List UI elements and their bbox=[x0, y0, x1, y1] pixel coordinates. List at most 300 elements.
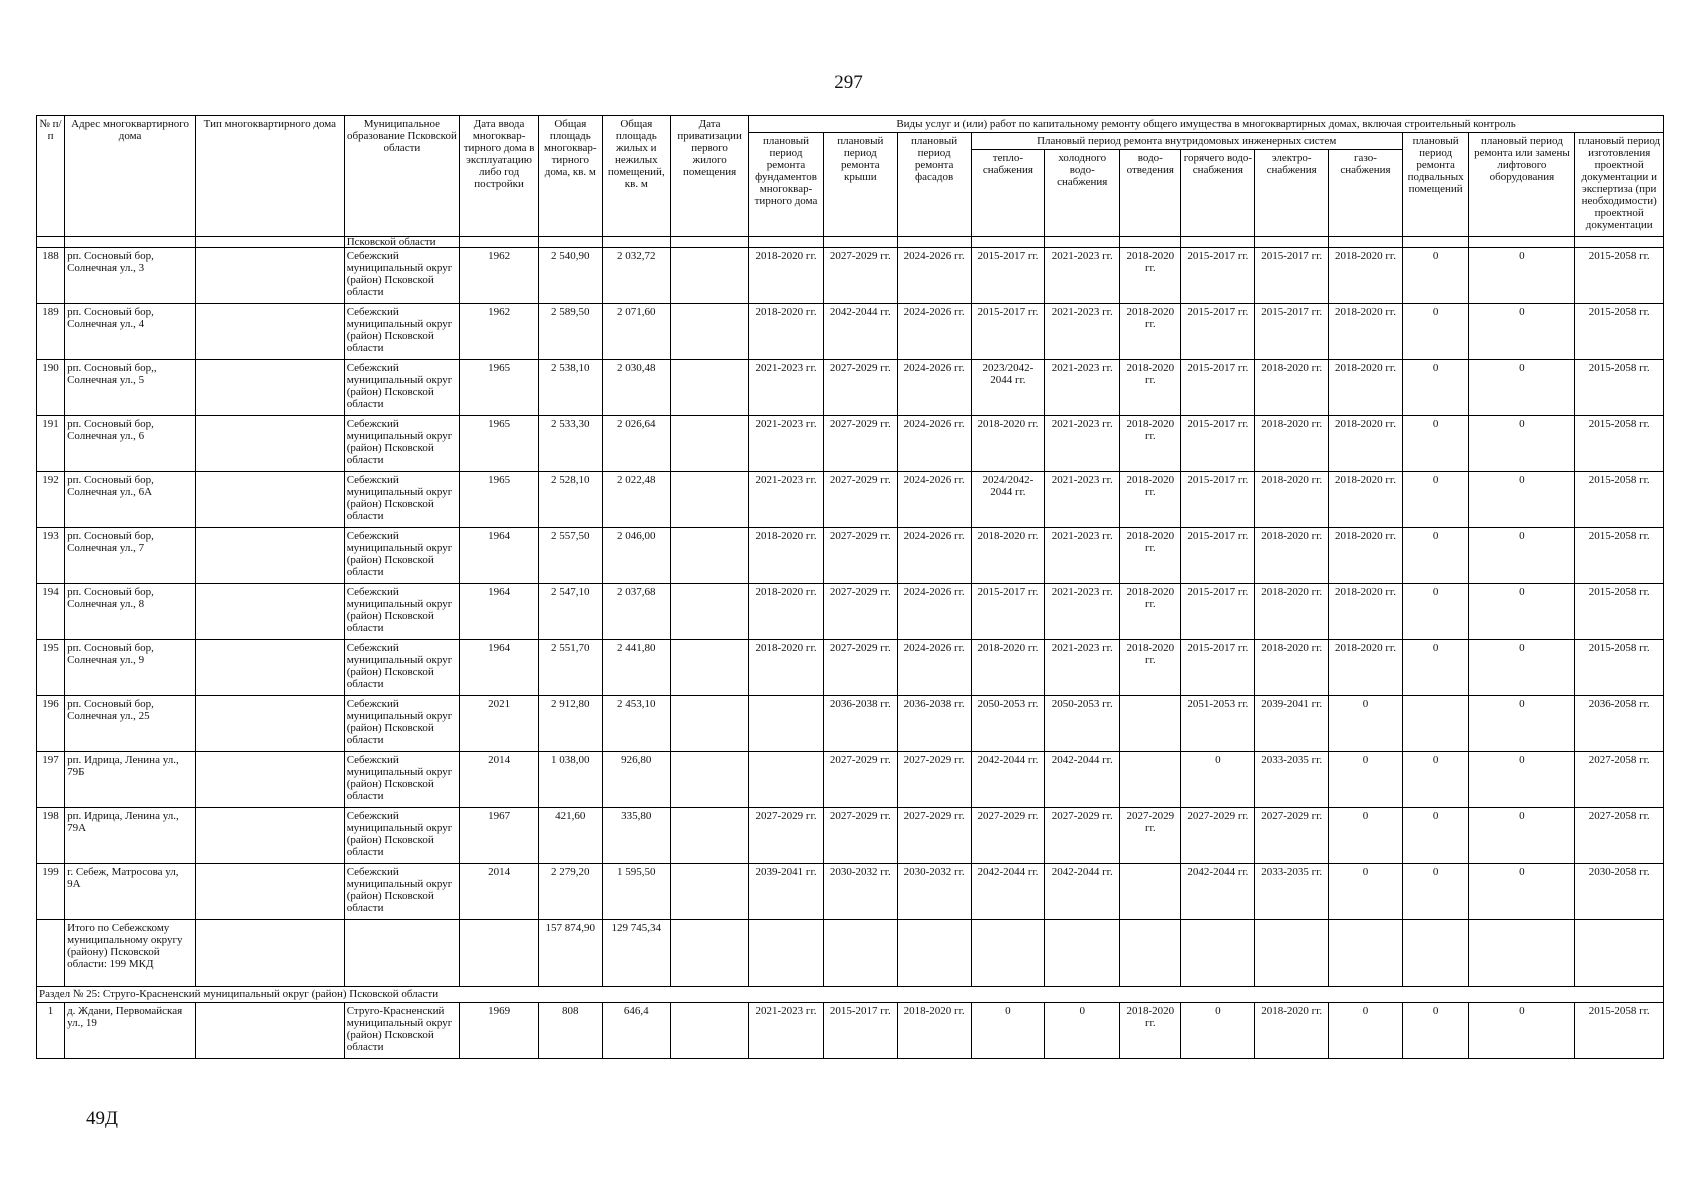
cell-total-area: 2 912,80 bbox=[539, 696, 602, 752]
cell-type bbox=[196, 472, 345, 528]
cell-sewer: 2018-2020 гг. bbox=[1120, 1003, 1181, 1059]
cell-cold-water: 2042-2044 гг. bbox=[1045, 864, 1120, 920]
cell-cold-water: 2027-2029 гг. bbox=[1045, 808, 1120, 864]
cell-municipality: Себежский муниципальный округ (район) Псковской области bbox=[344, 304, 459, 360]
table-row bbox=[37, 248, 1664, 304]
cell-electric: 2018-2020 гг. bbox=[1255, 584, 1329, 640]
cell-privatization bbox=[671, 528, 749, 584]
header-foundation: плановый период ремонта фундаментов многоквар-тирного дома bbox=[749, 133, 824, 237]
cell-heat: 2018-2020 гг. bbox=[971, 528, 1045, 584]
cell-living-area: 2 026,64 bbox=[602, 416, 671, 472]
living-area-sum: 129 745,34 bbox=[602, 920, 671, 987]
cell-number: 190 bbox=[37, 360, 65, 416]
cell-number: 193 bbox=[37, 528, 65, 584]
cell-basement: 0 bbox=[1402, 472, 1469, 528]
cell-elevator: 0 bbox=[1469, 304, 1575, 360]
cell-facade: 2024-2026 гг. bbox=[897, 584, 971, 640]
cell-sewer bbox=[1120, 864, 1181, 920]
header-facade: плановый период ремонта фасадов bbox=[897, 133, 971, 237]
cell-privatization bbox=[671, 416, 749, 472]
cell-facade: 2024-2026 гг. bbox=[897, 360, 971, 416]
empty-cell bbox=[1181, 920, 1255, 987]
cell-foundation bbox=[749, 752, 824, 808]
empty-cell bbox=[897, 920, 971, 987]
cell-basement: 0 bbox=[1402, 640, 1469, 696]
cell-municipality: Себежский муниципальный округ (район) Псковской области bbox=[344, 808, 459, 864]
cell-electric: 2033-2035 гг. bbox=[1255, 752, 1329, 808]
cell-number: 198 bbox=[37, 808, 65, 864]
cell-year: 1964 bbox=[460, 528, 539, 584]
header-design: плановый период изготовления проектной документации и экспертиза (при необходимости) проектной документации bbox=[1575, 133, 1664, 237]
empty-cell bbox=[971, 920, 1045, 987]
total-label: Итого по Себежскому муниципальному округу (району) Псковской области: 199 МКД bbox=[65, 920, 196, 987]
header-works-group: Виды услуг и (или) работ по капитальному ремонту общего имущества в многоквартирных домах, включая строительный контроль bbox=[749, 116, 1664, 133]
cell-address: рп. Сосновый бор, Солнечная ул., 6А bbox=[65, 472, 196, 528]
cell-year: 2021 bbox=[460, 696, 539, 752]
header-type: Тип многоквартирного дома bbox=[196, 116, 345, 237]
cell-living-area: 926,80 bbox=[602, 752, 671, 808]
header-date-input: Дата ввода многоквар-тирного дома в эксплуатацию либо год постройки bbox=[460, 116, 539, 237]
cell-type bbox=[196, 1003, 345, 1059]
header-municipality: Муниципальное образование Псковской области bbox=[344, 116, 459, 237]
cell-cold-water: 2050-2053 гг. bbox=[1045, 696, 1120, 752]
cell-gas: 2018-2020 гг. bbox=[1329, 248, 1403, 304]
cell-type bbox=[196, 248, 345, 304]
cell-cold-water: 2021-2023 гг. bbox=[1045, 472, 1120, 528]
cell-facade: 2024-2026 гг. bbox=[897, 248, 971, 304]
cell-municipality: Себежский муниципальный округ (район) Псковской области bbox=[344, 360, 459, 416]
continuation-row bbox=[37, 237, 1664, 248]
cell-total-area: 2 551,70 bbox=[539, 640, 602, 696]
cell-design: 2027-2058 гг. bbox=[1575, 808, 1664, 864]
cell-address: рп. Сосновый бор, Солнечная ул., 8 bbox=[65, 584, 196, 640]
cell-elevator: 0 bbox=[1469, 1003, 1575, 1059]
cell-sewer: 2018-2020 гг. bbox=[1120, 304, 1181, 360]
cell-basement: 0 bbox=[1402, 584, 1469, 640]
cell-cold-water: 2021-2023 гг. bbox=[1045, 416, 1120, 472]
cell-living-area: 2 022,48 bbox=[602, 472, 671, 528]
cell-hot-water: 2015-2017 гг. bbox=[1181, 248, 1255, 304]
cell-living-area: 646,4 bbox=[602, 1003, 671, 1059]
cell-gas: 0 bbox=[1329, 864, 1403, 920]
cell-electric: 2033-2035 гг. bbox=[1255, 864, 1329, 920]
cell-gas: 0 bbox=[1329, 696, 1403, 752]
cell-electric: 2015-2017 гг. bbox=[1255, 304, 1329, 360]
cell-heat: 2018-2020 гг. bbox=[971, 416, 1045, 472]
cell-foundation: 2018-2020 гг. bbox=[749, 584, 824, 640]
cell-gas: 0 bbox=[1329, 752, 1403, 808]
cell-municipality: Себежский муниципальный округ (район) Псковской области bbox=[344, 696, 459, 752]
cell-elevator: 0 bbox=[1469, 248, 1575, 304]
cell-address: рп. Сосновый бор, Солнечная ул., 25 bbox=[65, 696, 196, 752]
footer-code: 49Д bbox=[86, 1108, 118, 1129]
cell-roof: 2027-2029 гг. bbox=[823, 808, 897, 864]
cell-electric: 2039-2041 гг. bbox=[1255, 696, 1329, 752]
cell-foundation: 2021-2023 гг. bbox=[749, 1003, 824, 1059]
cell-elevator: 0 bbox=[1469, 864, 1575, 920]
cell-privatization bbox=[671, 584, 749, 640]
cell-gas: 2018-2020 гг. bbox=[1329, 584, 1403, 640]
cell-roof: 2027-2029 гг. bbox=[823, 528, 897, 584]
cell-year: 1962 bbox=[460, 248, 539, 304]
cell-sewer bbox=[1120, 752, 1181, 808]
cell-municipality: Себежский муниципальный округ (район) Псковской области bbox=[344, 528, 459, 584]
cell-gas: 2018-2020 гг. bbox=[1329, 472, 1403, 528]
cell-address: рп. Сосновый бор, Солнечная ул., 6 bbox=[65, 416, 196, 472]
cell-heat: 0 bbox=[971, 1003, 1045, 1059]
cell-number: 194 bbox=[37, 584, 65, 640]
cell-roof: 2027-2029 гг. bbox=[823, 472, 897, 528]
header-electric: электро-снабжения bbox=[1255, 150, 1329, 237]
cell-elevator: 0 bbox=[1469, 472, 1575, 528]
cell-municipality bbox=[344, 920, 459, 987]
cell-type bbox=[196, 920, 345, 987]
cell-foundation: 2018-2020 гг. bbox=[749, 304, 824, 360]
cell-elevator: 0 bbox=[1469, 696, 1575, 752]
cell-basement: 0 bbox=[1402, 808, 1469, 864]
header-total-area: Общая площадь многоквар-тирного дома, кв. м bbox=[539, 116, 602, 237]
cell-design: 2015-2058 гг. bbox=[1575, 304, 1664, 360]
table-row bbox=[37, 864, 1664, 920]
cell-number bbox=[37, 920, 65, 987]
cell-electric: 2018-2020 гг. bbox=[1255, 416, 1329, 472]
cell-heat: 2042-2044 гг. bbox=[971, 752, 1045, 808]
cell-number: 192 bbox=[37, 472, 65, 528]
cell-hot-water: 2015-2017 гг. bbox=[1181, 584, 1255, 640]
cell-heat: 2015-2017 гг. bbox=[971, 248, 1045, 304]
cell-privatization bbox=[671, 808, 749, 864]
cell-hot-water: 2051-2053 гг. bbox=[1181, 696, 1255, 752]
cell-roof: 2027-2029 гг. bbox=[823, 752, 897, 808]
cell-design: 2015-2058 гг. bbox=[1575, 360, 1664, 416]
cell-year: 1965 bbox=[460, 472, 539, 528]
total-area-sum: 157 874,90 bbox=[539, 920, 602, 987]
empty-cell bbox=[1575, 920, 1664, 987]
cell-total-area: 2 540,90 bbox=[539, 248, 602, 304]
cell-address: рп. Идрица, Ленина ул., 79Б bbox=[65, 752, 196, 808]
cell-year bbox=[460, 920, 539, 987]
cell-heat: 2050-2053 гг. bbox=[971, 696, 1045, 752]
cell-living-area: 2 046,00 bbox=[602, 528, 671, 584]
cell-gas: 0 bbox=[1329, 1003, 1403, 1059]
cell-cold-water: 2021-2023 гг. bbox=[1045, 248, 1120, 304]
cell-foundation: 2018-2020 гг. bbox=[749, 528, 824, 584]
cell-heat: 2018-2020 гг. bbox=[971, 640, 1045, 696]
cell-type bbox=[196, 304, 345, 360]
cell-sewer: 2018-2020 гг. bbox=[1120, 528, 1181, 584]
cell-electric: 2018-2020 гг. bbox=[1255, 1003, 1329, 1059]
cell-design: 2036-2058 гг. bbox=[1575, 696, 1664, 752]
cell-hot-water: 2015-2017 гг. bbox=[1181, 640, 1255, 696]
cell-sewer: 2018-2020 гг. bbox=[1120, 360, 1181, 416]
cell-sewer bbox=[1120, 696, 1181, 752]
cell-privatization bbox=[671, 472, 749, 528]
cell-electric: 2018-2020 гг. bbox=[1255, 640, 1329, 696]
page-number: 297 bbox=[834, 72, 863, 93]
cell-electric: 2015-2017 гг. bbox=[1255, 248, 1329, 304]
cell-total-area: 808 bbox=[539, 1003, 602, 1059]
cell-basement: 0 bbox=[1402, 304, 1469, 360]
empty-cell bbox=[1329, 920, 1403, 987]
cell-total-area: 2 547,10 bbox=[539, 584, 602, 640]
cell-type bbox=[196, 640, 345, 696]
cell-electric: 2027-2029 гг. bbox=[1255, 808, 1329, 864]
cell-gas: 2018-2020 гг. bbox=[1329, 360, 1403, 416]
cell-foundation: 2027-2029 гг. bbox=[749, 808, 824, 864]
cell-total-area: 2 589,50 bbox=[539, 304, 602, 360]
header-area-living: Общая площадь жилых и нежилых помещений, кв. м bbox=[602, 116, 671, 237]
cell-address: рп. Сосновый бор, Солнечная ул., 9 bbox=[65, 640, 196, 696]
cell-roof: 2027-2029 гг. bbox=[823, 584, 897, 640]
cell-design: 2015-2058 гг. bbox=[1575, 584, 1664, 640]
header-cold-water: холодного водо-снабжения bbox=[1045, 150, 1120, 237]
cell-basement: 0 bbox=[1402, 528, 1469, 584]
cell-total-area: 2 538,10 bbox=[539, 360, 602, 416]
cell-municipality: Струго-Красненский муниципальный округ (район) Псковской области bbox=[344, 1003, 459, 1059]
cell-living-area: 1 595,50 bbox=[602, 864, 671, 920]
header-roof: плановый период ремонта крыши bbox=[823, 133, 897, 237]
table-row bbox=[37, 360, 1664, 416]
cell-number: 199 bbox=[37, 864, 65, 920]
empty-cell bbox=[671, 920, 749, 987]
cell-facade: 2024-2026 гг. bbox=[897, 640, 971, 696]
header-gas: газо-снабжения bbox=[1329, 150, 1403, 237]
cell-year: 1964 bbox=[460, 640, 539, 696]
cell-address: рп. Сосновый бор, Солнечная ул., 3 bbox=[65, 248, 196, 304]
cell-roof: 2042-2044 гг. bbox=[823, 304, 897, 360]
empty-cell bbox=[823, 920, 897, 987]
cell-address: рп. Сосновый бор, Солнечная ул., 7 bbox=[65, 528, 196, 584]
cell-foundation: 2039-2041 гг. bbox=[749, 864, 824, 920]
cell-total-area: 2 557,50 bbox=[539, 528, 602, 584]
cell-number: 195 bbox=[37, 640, 65, 696]
cell-basement: 0 bbox=[1402, 752, 1469, 808]
table-row bbox=[37, 584, 1664, 640]
cell-type bbox=[196, 528, 345, 584]
cell-address: д. Ждани, Первомайская ул., 19 bbox=[65, 1003, 196, 1059]
cell-living-area: 2 032,72 bbox=[602, 248, 671, 304]
cell-hot-water: 0 bbox=[1181, 752, 1255, 808]
cell-total-area: 2 279,20 bbox=[539, 864, 602, 920]
cell-design: 2015-2058 гг. bbox=[1575, 248, 1664, 304]
cell-cold-water: 2021-2023 гг. bbox=[1045, 360, 1120, 416]
cell-sewer: 2027-2029 гг. bbox=[1120, 808, 1181, 864]
cell-number: 189 bbox=[37, 304, 65, 360]
cell-privatization bbox=[671, 304, 749, 360]
cell-total-area: 2 528,10 bbox=[539, 472, 602, 528]
cell-hot-water: 2015-2017 гг. bbox=[1181, 360, 1255, 416]
table-row bbox=[37, 696, 1664, 752]
cell-heat: 2015-2017 гг. bbox=[971, 584, 1045, 640]
cell-privatization bbox=[671, 1003, 749, 1059]
cell-foundation: 2018-2020 гг. bbox=[749, 248, 824, 304]
cell-hot-water: 2015-2017 гг. bbox=[1181, 304, 1255, 360]
header-num: № п/п bbox=[37, 116, 65, 237]
table-row bbox=[37, 640, 1664, 696]
cell-roof: 2015-2017 гг. bbox=[823, 1003, 897, 1059]
cell-electric: 2018-2020 гг. bbox=[1255, 360, 1329, 416]
cell-elevator: 0 bbox=[1469, 528, 1575, 584]
cell-municipality: Себежский муниципальный округ (район) Псковской области bbox=[344, 640, 459, 696]
cell-heat: 2015-2017 гг. bbox=[971, 304, 1045, 360]
cell-total-area: 421,60 bbox=[539, 808, 602, 864]
empty-cell bbox=[1469, 920, 1575, 987]
cell-basement: 0 bbox=[1402, 360, 1469, 416]
cell-design: 2015-2058 гг. bbox=[1575, 640, 1664, 696]
cell-facade: 2024-2026 гг. bbox=[897, 472, 971, 528]
cell-facade: 2030-2032 гг. bbox=[897, 864, 971, 920]
cell-heat: 2023/2042-2044 гг. bbox=[971, 360, 1045, 416]
cell-basement: 0 bbox=[1402, 248, 1469, 304]
cell-cold-water: 2021-2023 гг. bbox=[1045, 304, 1120, 360]
cell-foundation bbox=[749, 696, 824, 752]
cell-gas: 2018-2020 гг. bbox=[1329, 640, 1403, 696]
empty-cell bbox=[1255, 920, 1329, 987]
cell-facade: 2018-2020 гг. bbox=[897, 1003, 971, 1059]
cell-roof: 2030-2032 гг. bbox=[823, 864, 897, 920]
cell-hot-water: 2027-2029 гг. bbox=[1181, 808, 1255, 864]
cell-facade: 2024-2026 гг. bbox=[897, 416, 971, 472]
empty-cell bbox=[1402, 920, 1469, 987]
cell-hot-water: 0 bbox=[1181, 1003, 1255, 1059]
cell-roof: 2027-2029 гг. bbox=[823, 248, 897, 304]
cell-facade: 2024-2026 гг. bbox=[897, 528, 971, 584]
cell-foundation: 2021-2023 гг. bbox=[749, 360, 824, 416]
empty-cell bbox=[1045, 920, 1120, 987]
total-row bbox=[37, 920, 1664, 987]
cell-electric: 2018-2020 гг. bbox=[1255, 528, 1329, 584]
section-title: Раздел № 25: Струго-Красненский муниципальный округ (район) Псковской области bbox=[37, 987, 1664, 1003]
cell-roof: 2027-2029 гг. bbox=[823, 640, 897, 696]
cell-type bbox=[196, 864, 345, 920]
cell-living-area: 2 037,68 bbox=[602, 584, 671, 640]
capital-repair-table bbox=[36, 115, 1664, 1059]
cell-number: 191 bbox=[37, 416, 65, 472]
cell-roof: 2027-2029 гг. bbox=[823, 416, 897, 472]
cell-hot-water: 2042-2044 гг. bbox=[1181, 864, 1255, 920]
cell-year: 2014 bbox=[460, 864, 539, 920]
header-basement: плановый период ремонта подвальных помещений bbox=[1402, 133, 1469, 237]
cell-elevator: 0 bbox=[1469, 584, 1575, 640]
cell-privatization bbox=[671, 640, 749, 696]
continuation-municipality: Псковской области bbox=[344, 237, 459, 248]
cell-design: 2030-2058 гг. bbox=[1575, 864, 1664, 920]
cell-type bbox=[196, 696, 345, 752]
cell-heat: 2042-2044 гг. bbox=[971, 864, 1045, 920]
empty-cell bbox=[749, 920, 824, 987]
cell-year: 1969 bbox=[460, 1003, 539, 1059]
cell-municipality: Себежский муниципальный округ (район) Псковской области bbox=[344, 752, 459, 808]
empty-cell bbox=[1120, 920, 1181, 987]
cell-cold-water: 2021-2023 гг. bbox=[1045, 640, 1120, 696]
cell-address: рп. Сосновый бор,, Солнечная ул., 5 bbox=[65, 360, 196, 416]
cell-living-area: 2 071,60 bbox=[602, 304, 671, 360]
cell-privatization bbox=[671, 864, 749, 920]
cell-roof: 2027-2029 гг. bbox=[823, 360, 897, 416]
cell-living-area: 2 030,48 bbox=[602, 360, 671, 416]
cell-privatization bbox=[671, 360, 749, 416]
cell-basement bbox=[1402, 696, 1469, 752]
cell-elevator: 0 bbox=[1469, 416, 1575, 472]
table-row bbox=[37, 416, 1664, 472]
cell-design: 2015-2058 гг. bbox=[1575, 472, 1664, 528]
cell-heat: 2024/2042-2044 гг. bbox=[971, 472, 1045, 528]
table-row bbox=[37, 808, 1664, 864]
cell-cold-water: 2021-2023 гг. bbox=[1045, 584, 1120, 640]
header-sewer: водо-отведения bbox=[1120, 150, 1181, 237]
cell-number: 196 bbox=[37, 696, 65, 752]
cell-address: г. Себеж, Матросова ул, 9А bbox=[65, 864, 196, 920]
cell-year: 1967 bbox=[460, 808, 539, 864]
cell-sewer: 2018-2020 гг. bbox=[1120, 416, 1181, 472]
cell-hot-water: 2015-2017 гг. bbox=[1181, 416, 1255, 472]
cell-cold-water: 2042-2044 гг. bbox=[1045, 752, 1120, 808]
section-row bbox=[37, 987, 1664, 1003]
cell-design: 2015-2058 гг. bbox=[1575, 416, 1664, 472]
cell-year: 1965 bbox=[460, 416, 539, 472]
cell-facade: 2036-2038 гг. bbox=[897, 696, 971, 752]
header-elevator: плановый период ремонта или замены лифтового оборудования bbox=[1469, 133, 1575, 237]
header-hot-water: горячего водо-снабжения bbox=[1181, 150, 1255, 237]
cell-type bbox=[196, 416, 345, 472]
cell-basement: 0 bbox=[1402, 1003, 1469, 1059]
cell-hot-water: 2015-2017 гг. bbox=[1181, 528, 1255, 584]
header-address: Адрес многоквартирного дома bbox=[65, 116, 196, 237]
cell-elevator: 0 bbox=[1469, 808, 1575, 864]
cell-gas: 0 bbox=[1329, 808, 1403, 864]
cell-living-area: 2 441,80 bbox=[602, 640, 671, 696]
cell-basement: 0 bbox=[1402, 416, 1469, 472]
cell-foundation: 2021-2023 гг. bbox=[749, 472, 824, 528]
cell-elevator: 0 bbox=[1469, 752, 1575, 808]
cell-design: 2015-2058 гг. bbox=[1575, 1003, 1664, 1059]
cell-gas: 2018-2020 гг. bbox=[1329, 416, 1403, 472]
header-heat: тепло-снабжения bbox=[971, 150, 1045, 237]
cell-privatization bbox=[671, 248, 749, 304]
cell-municipality: Себежский муниципальный округ (район) Псковской области bbox=[344, 416, 459, 472]
cell-number: 188 bbox=[37, 248, 65, 304]
cell-number: 1 bbox=[37, 1003, 65, 1059]
cell-total-area: 1 038,00 bbox=[539, 752, 602, 808]
cell-gas: 2018-2020 гг. bbox=[1329, 304, 1403, 360]
table-row bbox=[37, 472, 1664, 528]
cell-design: 2015-2058 гг. bbox=[1575, 528, 1664, 584]
cell-privatization bbox=[671, 752, 749, 808]
cell-sewer: 2018-2020 гг. bbox=[1120, 640, 1181, 696]
cell-facade: 2027-2029 гг. bbox=[897, 752, 971, 808]
cell-cold-water: 2021-2023 гг. bbox=[1045, 528, 1120, 584]
cell-basement: 0 bbox=[1402, 864, 1469, 920]
table-row bbox=[37, 752, 1664, 808]
cell-address: рп. Сосновый бор, Солнечная ул., 4 bbox=[65, 304, 196, 360]
cell-municipality: Себежский муниципальный округ (район) Псковской области bbox=[344, 248, 459, 304]
cell-year: 1964 bbox=[460, 584, 539, 640]
cell-type bbox=[196, 808, 345, 864]
cell-facade: 2027-2029 гг. bbox=[897, 808, 971, 864]
cell-type bbox=[196, 584, 345, 640]
cell-living-area: 335,80 bbox=[602, 808, 671, 864]
cell-sewer: 2018-2020 гг. bbox=[1120, 472, 1181, 528]
cell-living-area: 2 453,10 bbox=[602, 696, 671, 752]
header-systems-group: Плановый период ремонта внутридомовых инженерных систем bbox=[971, 133, 1402, 150]
cell-foundation: 2018-2020 гг. bbox=[749, 640, 824, 696]
table-row bbox=[37, 304, 1664, 360]
cell-year: 2014 bbox=[460, 752, 539, 808]
cell-municipality: Себежский муниципальный округ (район) Псковской области bbox=[344, 864, 459, 920]
cell-roof: 2036-2038 гг. bbox=[823, 696, 897, 752]
cell-type bbox=[196, 360, 345, 416]
cell-foundation: 2021-2023 гг. bbox=[749, 416, 824, 472]
